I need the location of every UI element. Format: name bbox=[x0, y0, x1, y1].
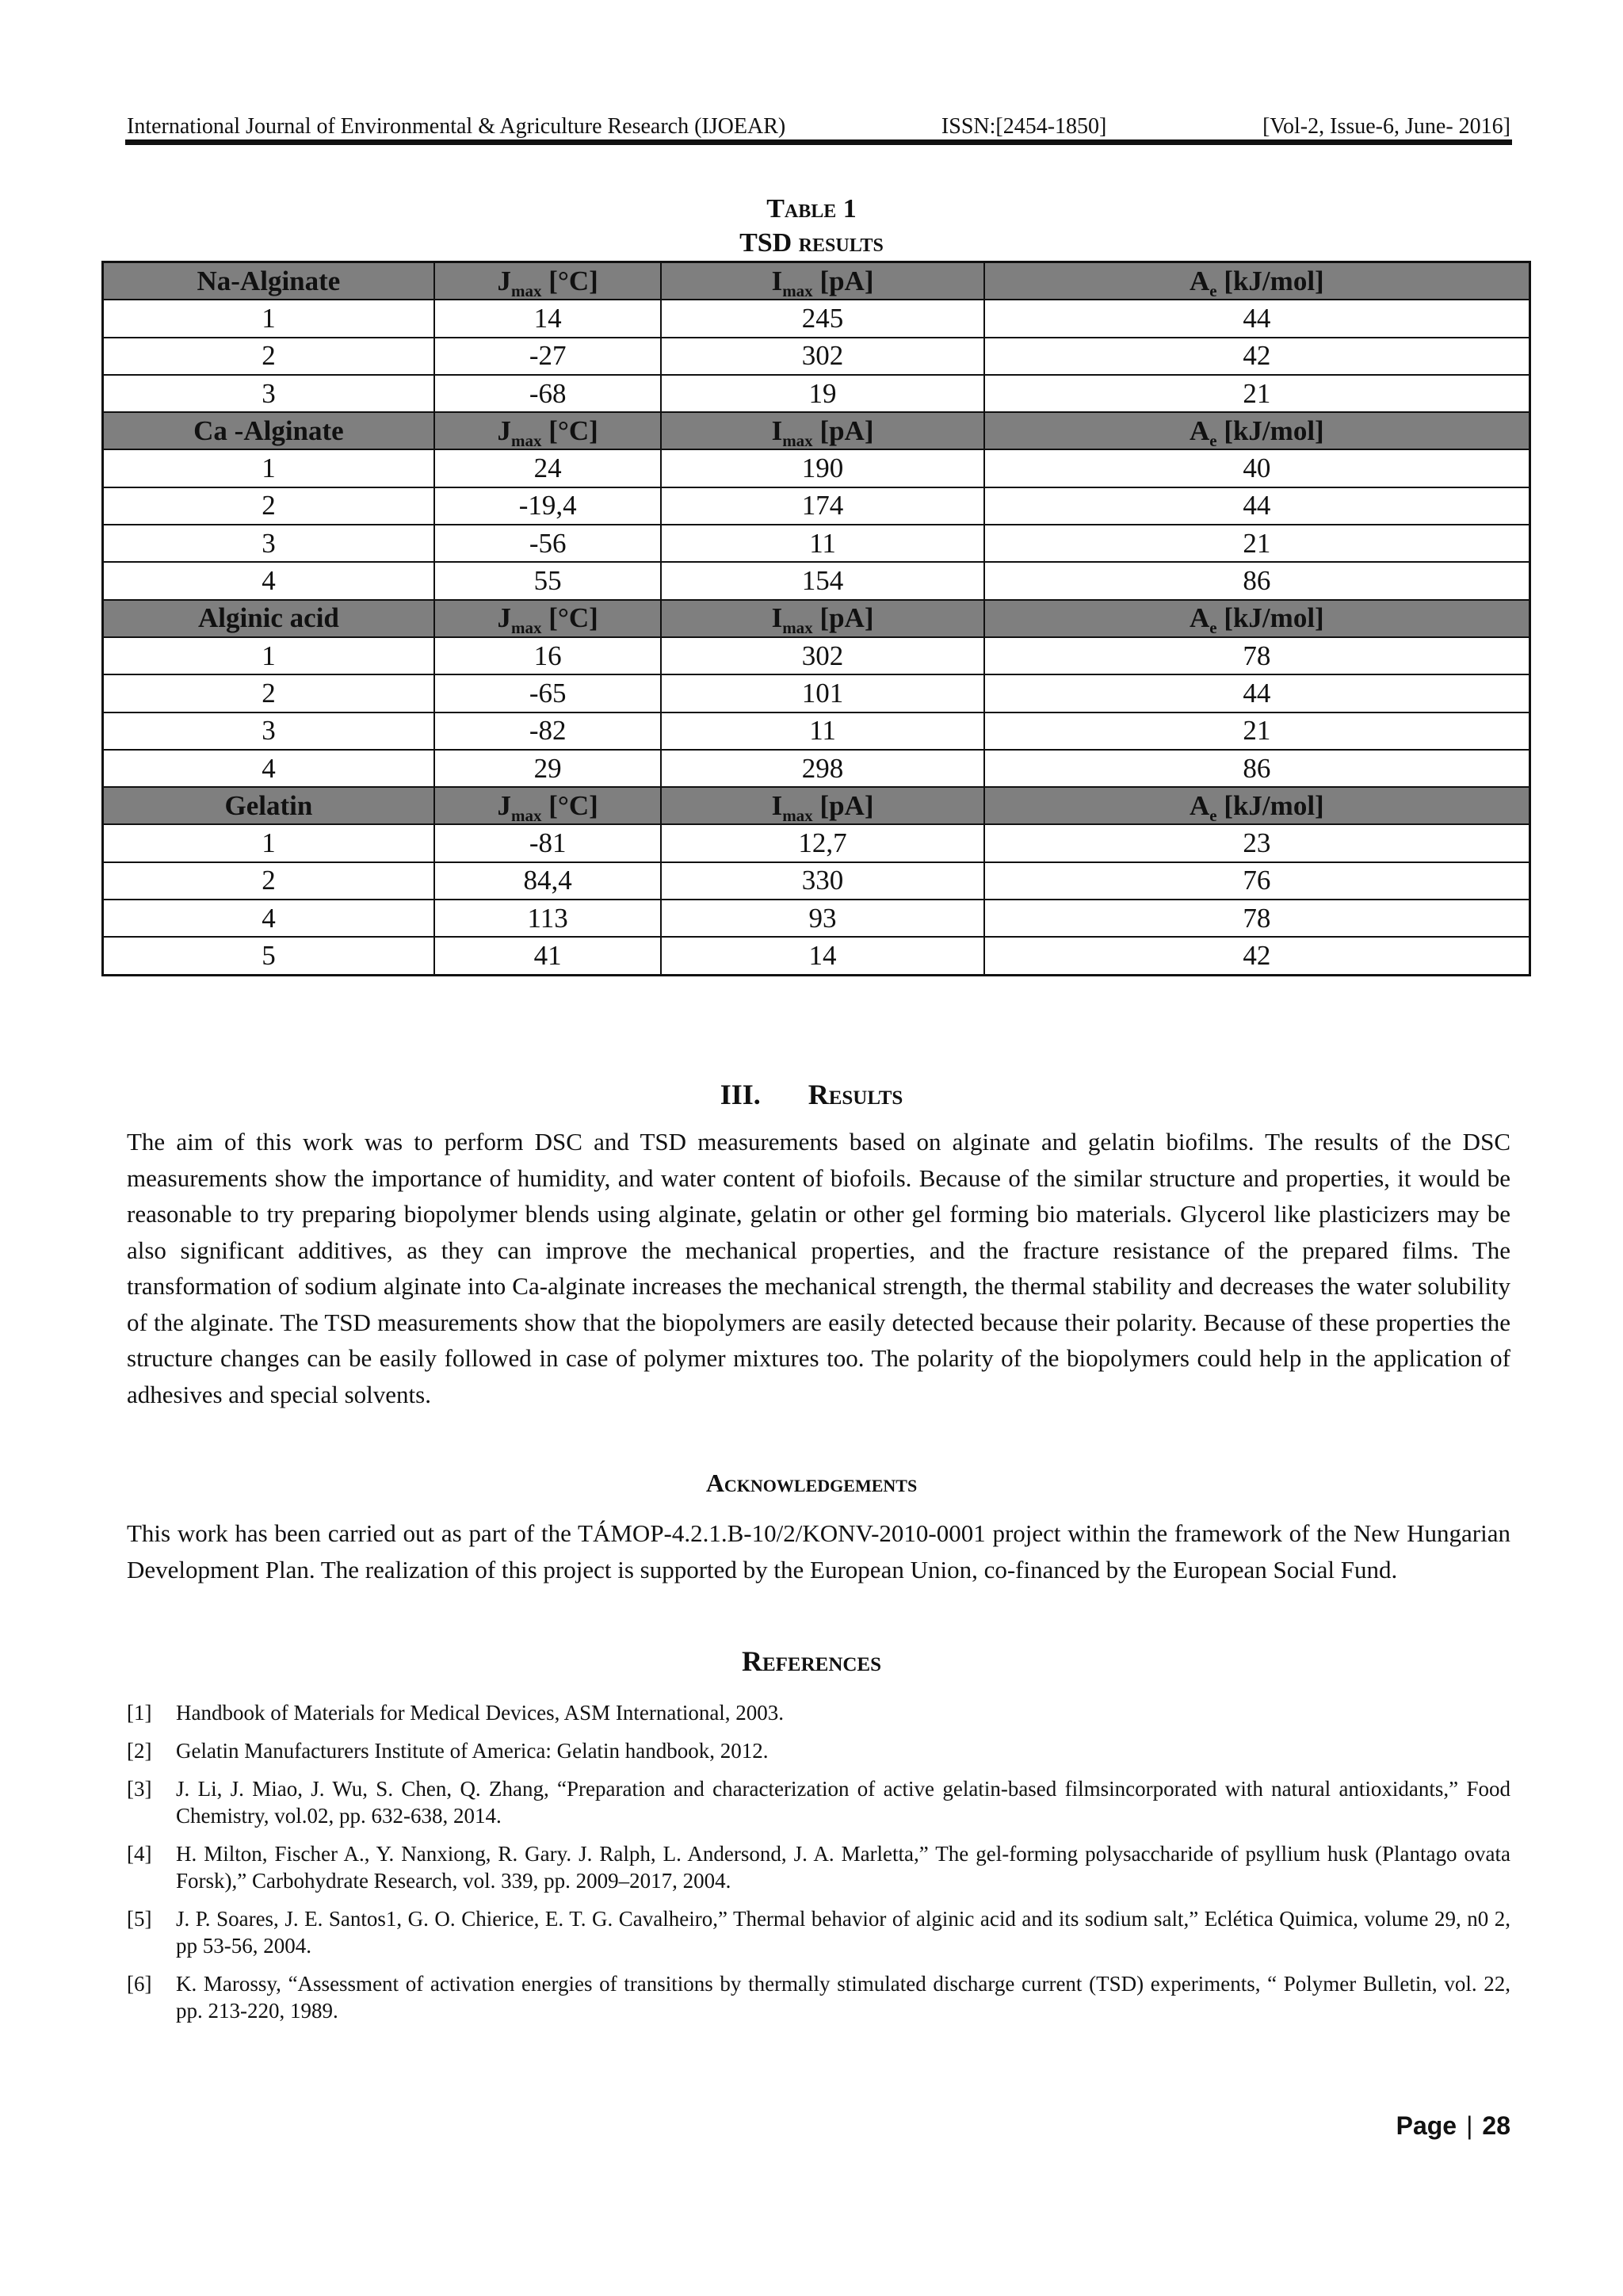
table-row bbox=[103, 562, 1530, 599]
table-cell: 245 bbox=[661, 300, 983, 337]
group-name: Na-Alginate bbox=[103, 262, 434, 300]
table-cell: 29 bbox=[434, 750, 662, 787]
table-caption-number: Table 1 bbox=[766, 194, 857, 223]
reference-number: [3] bbox=[127, 1777, 152, 1801]
table-row bbox=[103, 674, 1530, 712]
group-name: Alginic acid bbox=[103, 600, 434, 637]
table-cell: 5 bbox=[103, 937, 434, 975]
table-cell: 41 bbox=[434, 937, 662, 975]
table-cell: -81 bbox=[434, 824, 662, 861]
table-cell: 330 bbox=[661, 862, 983, 900]
table-cell: 23 bbox=[984, 824, 1530, 861]
volume-issue: [Vol-2, Issue-6, June- 2016] bbox=[1262, 114, 1510, 139]
results-section-number: III. bbox=[720, 1079, 761, 1110]
table-row bbox=[103, 824, 1530, 861]
table-group-header bbox=[103, 600, 1530, 637]
header-rule bbox=[125, 139, 1512, 145]
table-caption-title: TSD results bbox=[739, 228, 884, 258]
table-cell: 302 bbox=[661, 338, 983, 375]
table-row bbox=[103, 525, 1530, 562]
table-cell: 84,4 bbox=[434, 862, 662, 900]
reference-item bbox=[127, 1840, 1510, 1894]
col-ae-symbol: A bbox=[1189, 415, 1210, 446]
table-cell: 40 bbox=[984, 449, 1530, 487]
col-ae-symbol: A bbox=[1189, 789, 1210, 821]
table-cell: 3 bbox=[103, 525, 434, 562]
col-jmax-symbol: J bbox=[497, 415, 511, 446]
table-cell: 21 bbox=[984, 375, 1530, 412]
col-imax-symbol: I bbox=[771, 602, 783, 634]
table-cell: -68 bbox=[434, 375, 662, 412]
reference-number: [5] bbox=[127, 1907, 152, 1931]
table-cell: 11 bbox=[661, 525, 983, 562]
table-cell: 2 bbox=[103, 674, 434, 712]
references-list bbox=[127, 1699, 1510, 2035]
table-group-header bbox=[103, 787, 1530, 824]
table-row bbox=[103, 449, 1530, 487]
col-ae bbox=[984, 600, 1530, 637]
page-separator: | bbox=[1466, 2111, 1473, 2140]
table-cell: 93 bbox=[661, 900, 983, 937]
col-imax-unit: [pA] bbox=[812, 789, 874, 821]
col-ae-subscript: e bbox=[1209, 618, 1217, 638]
group-name: Ca -Alginate bbox=[103, 412, 434, 449]
col-jmax bbox=[434, 600, 662, 637]
table-cell: 302 bbox=[661, 637, 983, 674]
col-imax-subscript: max bbox=[782, 430, 813, 450]
col-jmax bbox=[434, 412, 662, 449]
references-heading: References bbox=[741, 1645, 882, 1677]
reference-text: J. P. Soares, J. E. Santos1, G. O. Chierice, E. T. G. Cavalheiro,” Thermal behavior of alginic acid and its sodium salt,” Eclética Quimica, volume 29, n0 2, pp 53-56, 2004. bbox=[176, 1907, 1510, 1958]
table-group-header bbox=[103, 262, 1530, 300]
col-imax bbox=[661, 412, 983, 449]
reference-text: Handbook of Materials for Medical Devices, ASM International, 2003. bbox=[176, 1701, 785, 1725]
reference-item bbox=[127, 1775, 1510, 1829]
table-cell: 3 bbox=[103, 375, 434, 412]
table-cell: 86 bbox=[984, 750, 1530, 787]
table-row bbox=[103, 862, 1530, 900]
table-group-header bbox=[103, 412, 1530, 449]
table-cell: 14 bbox=[434, 300, 662, 337]
table-cell: 21 bbox=[984, 525, 1530, 562]
table-cell: 1 bbox=[103, 824, 434, 861]
table-cell: -82 bbox=[434, 712, 662, 750]
col-imax-symbol: I bbox=[771, 789, 783, 821]
table-cell: 2 bbox=[103, 487, 434, 525]
tsd-results-table bbox=[101, 261, 1531, 976]
col-imax-unit: [pA] bbox=[812, 415, 874, 446]
col-ae-symbol: A bbox=[1189, 602, 1210, 634]
table-cell: 4 bbox=[103, 562, 434, 599]
table-cell: 12,7 bbox=[661, 824, 983, 861]
reference-item bbox=[127, 1699, 1510, 1726]
table-cell: -56 bbox=[434, 525, 662, 562]
col-ae-unit: [kJ/mol] bbox=[1216, 602, 1324, 634]
table-cell: -27 bbox=[434, 338, 662, 375]
table-cell: 11 bbox=[661, 712, 983, 750]
table-cell: 16 bbox=[434, 637, 662, 674]
results-heading bbox=[0, 1078, 1623, 1111]
table-row bbox=[103, 937, 1530, 975]
reference-item bbox=[127, 1905, 1510, 1959]
col-ae bbox=[984, 787, 1530, 824]
table-row bbox=[103, 637, 1530, 674]
reference-number: [4] bbox=[127, 1842, 152, 1866]
table-cell: 101 bbox=[661, 674, 983, 712]
col-ae-symbol: A bbox=[1189, 265, 1210, 296]
reference-item bbox=[127, 1737, 1510, 1764]
table-cell: 19 bbox=[661, 375, 983, 412]
table-cell: 1 bbox=[103, 449, 434, 487]
acknowledgements-heading: Acknowledgements bbox=[705, 1469, 918, 1497]
table-cell: 78 bbox=[984, 900, 1530, 937]
col-ae-unit: [kJ/mol] bbox=[1216, 265, 1324, 296]
table-cell: 76 bbox=[984, 862, 1530, 900]
col-jmax-symbol: J bbox=[497, 602, 511, 634]
table-cell: 1 bbox=[103, 300, 434, 337]
page-number bbox=[1396, 2111, 1510, 2141]
table-cell: 42 bbox=[984, 937, 1530, 975]
results-paragraph: The aim of this work was to perform DSC and TSD measurements based on alginate and gelatin biofilms. The results of the DSC measurements show the importance of humidity, and water content of biofoils. Because of the similar structure and properties, it would be reasonable to try preparing biopolymer blends using alginate, gelatin or other gel forming bio materials. Glycerol like plasticizers may be also significant additives, as they can improve the mechanical properties, and the fracture resistance of the prepared films. The transformation of sodium alginate into Ca-alginate increases the mechanical strength, the thermal stability and decreases the water solubility of the alginate. The TSD measurements show that the biopolymers are easily detected because their polarity. Because of these properties the structure changes can be easily followed in case of polymer mixtures too. The polarity of the biopolymers could help in the application of adhesives and special solvents. bbox=[127, 1128, 1510, 1408]
table-row bbox=[103, 338, 1530, 375]
table-cell: 190 bbox=[661, 449, 983, 487]
col-jmax-subscript: max bbox=[510, 281, 542, 300]
reference-number: [6] bbox=[127, 1972, 152, 1996]
col-imax bbox=[661, 262, 983, 300]
table-cell: 113 bbox=[434, 900, 662, 937]
table-cell: 44 bbox=[984, 674, 1530, 712]
table-cell: 44 bbox=[984, 300, 1530, 337]
col-imax bbox=[661, 787, 983, 824]
group-name: Gelatin bbox=[103, 787, 434, 824]
table-row bbox=[103, 487, 1530, 525]
col-jmax-subscript: max bbox=[510, 618, 542, 638]
col-ae-subscript: e bbox=[1209, 281, 1217, 300]
col-jmax-subscript: max bbox=[510, 430, 542, 450]
col-jmax bbox=[434, 262, 662, 300]
reference-item bbox=[127, 1970, 1510, 2024]
reference-number: [2] bbox=[127, 1739, 152, 1763]
running-header bbox=[127, 100, 1510, 139]
col-imax-symbol: I bbox=[771, 415, 783, 446]
table-row bbox=[103, 900, 1530, 937]
col-ae-subscript: e bbox=[1209, 805, 1217, 825]
table-cell: 4 bbox=[103, 750, 434, 787]
table-cell: 298 bbox=[661, 750, 983, 787]
table-cell: 86 bbox=[984, 562, 1530, 599]
table-cell: 1 bbox=[103, 637, 434, 674]
table-cell: 4 bbox=[103, 900, 434, 937]
col-jmax bbox=[434, 787, 662, 824]
col-ae bbox=[984, 412, 1530, 449]
col-ae-unit: [kJ/mol] bbox=[1216, 789, 1324, 821]
table-cell: 44 bbox=[984, 487, 1530, 525]
col-ae-subscript: e bbox=[1209, 430, 1217, 450]
page-label: Page bbox=[1396, 2111, 1457, 2140]
col-jmax-unit: [°C] bbox=[541, 602, 598, 634]
col-jmax-symbol: J bbox=[497, 789, 511, 821]
acknowledgements-paragraph: This work has been carried out as part of the TÁMOP-4.2.1.B-10/2/KONV-2010-0001 project within the framework of the New Hungarian Development Plan. The realization of this project is supported by the European Union, co-financed by the European Social Fund. bbox=[127, 1519, 1510, 1584]
journal-name: International Journal of Environmental & Agriculture Research (IJOEAR) bbox=[127, 114, 786, 139]
reference-text: Gelatin Manufacturers Institute of America: Gelatin handbook, 2012. bbox=[176, 1739, 769, 1763]
table-row bbox=[103, 300, 1530, 337]
tsd-table-body bbox=[103, 262, 1530, 976]
col-imax-subscript: max bbox=[782, 805, 813, 825]
col-ae bbox=[984, 262, 1530, 300]
col-ae-unit: [kJ/mol] bbox=[1216, 415, 1324, 446]
table-cell: 2 bbox=[103, 862, 434, 900]
table-row bbox=[103, 750, 1530, 787]
col-jmax-unit: [°C] bbox=[541, 789, 598, 821]
reference-text: K. Marossy, “Assessment of activation energies of transitions by thermally stimulated discharge current (TSD) experiments, “ Polymer Bulletin, vol. 22, pp. 213-220, 1989. bbox=[176, 1972, 1510, 2023]
issn: ISSN:[2454-1850] bbox=[941, 114, 1107, 139]
table-cell: -19,4 bbox=[434, 487, 662, 525]
col-jmax-subscript: max bbox=[510, 805, 542, 825]
col-jmax-unit: [°C] bbox=[541, 265, 598, 296]
table-cell: -65 bbox=[434, 674, 662, 712]
col-imax bbox=[661, 600, 983, 637]
page-number-value: 28 bbox=[1482, 2111, 1510, 2140]
col-imax-unit: [pA] bbox=[812, 265, 874, 296]
reference-number: [1] bbox=[127, 1701, 152, 1725]
table-cell: 2 bbox=[103, 338, 434, 375]
col-imax-symbol: I bbox=[771, 265, 783, 296]
table-row bbox=[103, 712, 1530, 750]
table-cell: 78 bbox=[984, 637, 1530, 674]
table-cell: 14 bbox=[661, 937, 983, 975]
col-imax-subscript: max bbox=[782, 618, 813, 638]
table-row bbox=[103, 375, 1530, 412]
table-cell: 174 bbox=[661, 487, 983, 525]
col-imax-unit: [pA] bbox=[812, 602, 874, 634]
table-cell: 21 bbox=[984, 712, 1530, 750]
table-cell: 3 bbox=[103, 712, 434, 750]
col-jmax-symbol: J bbox=[497, 265, 511, 296]
reference-text: H. Milton, Fischer A., Y. Nanxiong, R. Gary. J. Ralph, L. Andersond, J. A. Marletta,” The gel-forming polysaccharide of psyllium husk (Plantago ovata Forsk),” Carbohydrate Research, vol. 339, pp. 2009–2017, 2004. bbox=[176, 1842, 1510, 1893]
results-section-title: Results bbox=[808, 1079, 903, 1110]
table-cell: 55 bbox=[434, 562, 662, 599]
table-cell: 154 bbox=[661, 562, 983, 599]
table-cell: 24 bbox=[434, 449, 662, 487]
col-imax-subscript: max bbox=[782, 281, 813, 300]
col-jmax-unit: [°C] bbox=[541, 415, 598, 446]
table-cell: 42 bbox=[984, 338, 1530, 375]
reference-text: J. Li, J. Miao, J. Wu, S. Chen, Q. Zhang, “Preparation and characterization of active gelatin-based filmsincorporated with natural antioxidants,” Food Chemistry, vol.02, pp. 632-638, 2014. bbox=[176, 1777, 1510, 1828]
